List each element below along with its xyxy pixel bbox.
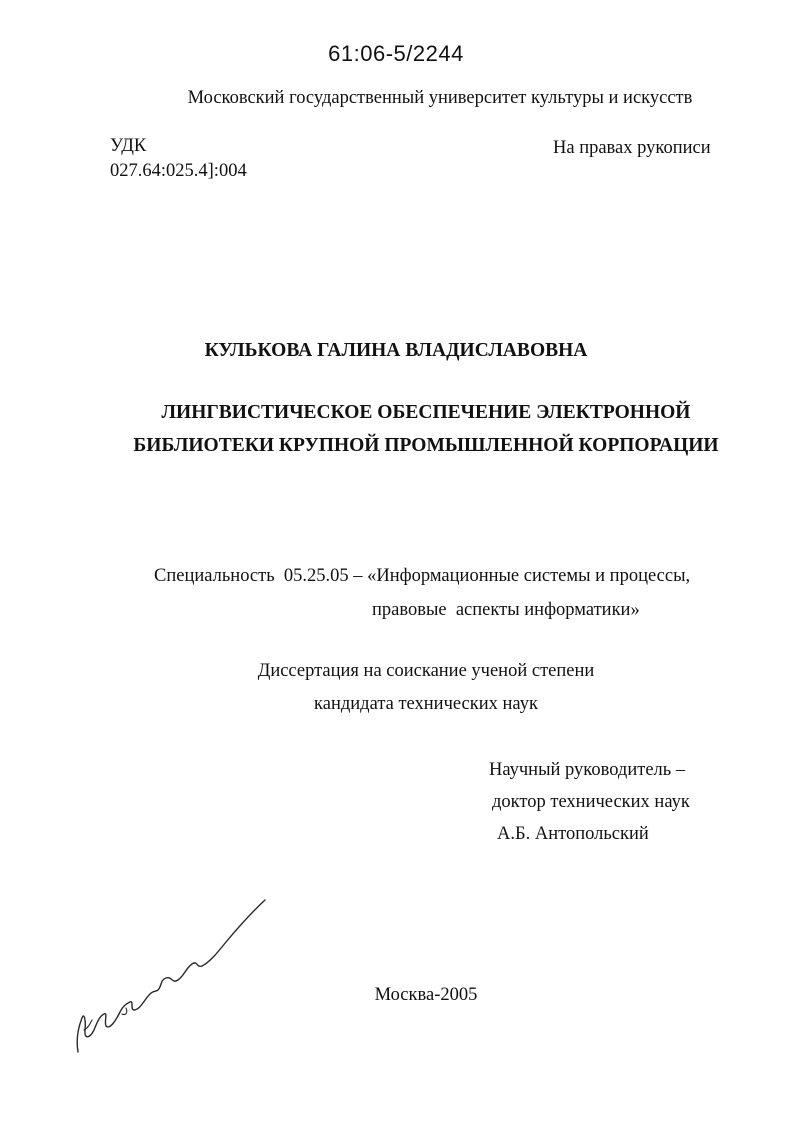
specialty-line-2: правовые аспекты информатики» [372,600,640,620]
degree-line-2: кандидата технических наук [314,694,538,714]
degree-line-1: Диссертация на соискание ученой степени [257,661,595,681]
author-name: КУЛЬКОВА ГАЛИНА ВЛАДИСЛАВОВНА [204,340,588,361]
specialty-line-1: Специальность 05.25.05 – «Информационные системы и процессы, [154,566,691,586]
handwritten-signature [60,880,280,1060]
thesis-title-line-2: БИБЛИОТЕКИ КРУПНОЙ ПРОМЫШЛЕННОЙ КОРПОРАЦИИ [133,435,719,456]
udk-code: 027.64:025.4]:004 [110,161,247,181]
advisor-name: А.Б. Антопольский [497,824,649,844]
manuscript-rights: На правах рукописи [553,138,711,158]
city-year: Москва-2005 [374,985,478,1005]
udk-label: УДК [110,136,147,156]
archive-code-stamp: 61:06-5/2244 [328,41,464,66]
advisor-degree: доктор технических наук [492,792,690,812]
advisor-role: Научный руководитель – [489,760,686,780]
university-name: Московский государственный университет культуры и искусств [187,88,693,108]
thesis-title-line-1: ЛИНГВИСТИЧЕСКОЕ ОБЕСПЕЧЕНИЕ ЭЛЕКТРОННОЙ [161,402,691,423]
